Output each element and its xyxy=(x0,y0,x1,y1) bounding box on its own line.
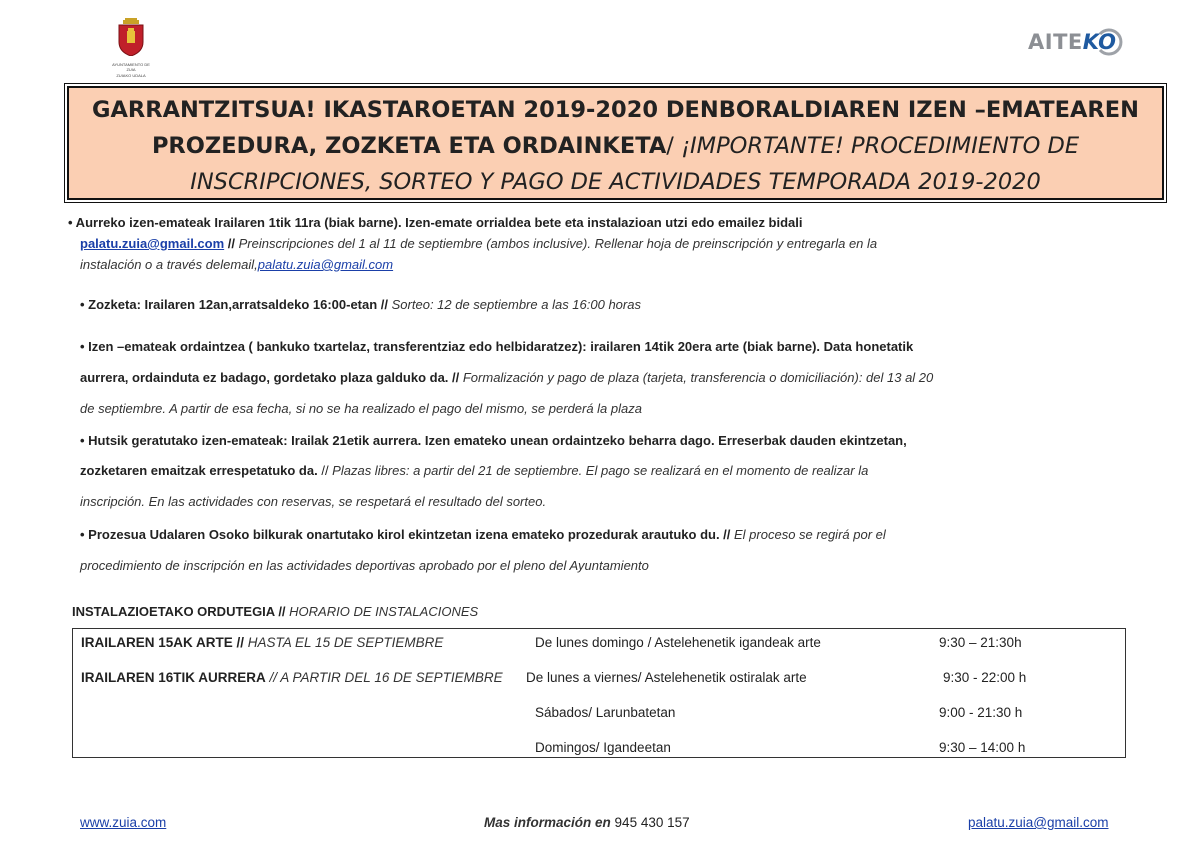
row1-days: De lunes domingo / Astelehenetik igandeak arte xyxy=(535,635,821,650)
schedule-title-separator: // xyxy=(274,604,290,619)
town-coat-of-arms-logo xyxy=(108,18,154,78)
title-es-line-2: ¡IMPORTANTE! PROCEDIMIENTO DE xyxy=(673,133,1080,159)
item5-line2-es: procedimiento de inscripción en las actividades deportivas aprobado por el pleno del Ayuntamiento xyxy=(80,558,649,573)
title-eu-line-2: PROZEDURA, ZOZKETA ETA ORDAINKETA xyxy=(151,133,667,159)
row3-hours: 9:00 - 21:30 h xyxy=(939,705,1023,720)
row2-period-eu: IRAILAREN 16TIK AURRERA xyxy=(81,670,266,685)
item2-es: Sorteo: 12 de septiembre a las 16:00 horas xyxy=(391,297,641,312)
item1-separator: // xyxy=(224,236,239,251)
row2-hours: 9:30 - 22:00 h xyxy=(943,670,1027,685)
row1-period-es: HASTA EL 15 DE SEPTIEMBRE xyxy=(247,635,444,650)
item3-line3-es: de septiembre. A partir de esa fecha, si no se ha realizado el pago del mismo, se perderá la plaza xyxy=(80,401,642,416)
item3-line2-eu: aurrera, ordainduta ez badago, gordetako plaza galduko da. xyxy=(80,370,449,385)
logo-suffix: KO xyxy=(1082,30,1117,54)
logo-swoosh-icon xyxy=(1094,26,1124,58)
title-banner xyxy=(67,86,1164,200)
table-row-1-period xyxy=(81,635,443,650)
title-separator: / xyxy=(666,133,674,159)
phone-number: 945 430 157 xyxy=(614,815,690,830)
row1-hours: 9:30 – 21:30h xyxy=(939,635,1022,650)
item2-eu: • Zozketa: Irailaren 12an,arratsaldeko 16:00-etan xyxy=(80,297,378,312)
item5-line1-es: El proceso se regirá por el xyxy=(734,527,886,542)
info-label: Mas información en xyxy=(484,815,611,830)
schedule-title xyxy=(72,604,478,619)
item5-line1-eu: • Prozesua Udalaren Osoko bilkurak onartutako kirol ekintzetan izena emateko prozedurak arautuko du. xyxy=(80,527,720,542)
email-link-2[interactable]: palatu.zuia@gmail.com xyxy=(257,257,394,272)
logo-caption-line-1: AYUNTAMIENTO DE ZUIA xyxy=(112,62,150,72)
aiteko-logo xyxy=(1028,26,1124,58)
schedule-title-es: HORARIO DE INSTALACIONES xyxy=(289,604,479,619)
logo-caption-line-2: ZUIAKO UDALA xyxy=(116,73,146,78)
website-link[interactable]: www.zuia.com xyxy=(80,815,167,830)
schedule-table xyxy=(72,628,1126,758)
title-es-line-3: INSCRIPCIONES, SORTEO Y PAGO DE ACTIVIDADES TEMPORADA 2019-2020 xyxy=(190,169,1041,195)
row2-period-es: A PARTIR DEL 16 DE SEPTIEMBRE xyxy=(280,670,503,685)
row1-separator: // xyxy=(232,635,248,650)
footer-email-link[interactable]: palatu.zuia@gmail.com xyxy=(968,815,1109,830)
item1-line2-es: Preinscripciones del 1 al 11 de septiembre (ambos inclusive). Rellenar hoja de preinscripción y entregarla en la xyxy=(238,236,878,251)
schedule-title-eu: INSTALAZIOETAKO ORDUTEGIA xyxy=(72,604,275,619)
row4-hours: 9:30 – 14:00 h xyxy=(939,740,1026,755)
row3-days: Sábados/ Larunbatetan xyxy=(535,705,676,720)
item4-separator: // xyxy=(317,463,333,478)
item3-separator: // xyxy=(448,370,463,385)
row2-days: De lunes a viernes/ Astelehenetik ostiralak arte xyxy=(526,670,807,685)
item3-line1: • Izen –emateak ordaintzea ( bankuko txartelaz, transferentziaz edo helbidaratzez): irailaren 14tik 20era arte (biak barne). Data honetatik xyxy=(80,339,914,354)
item4-line1: • Hutsik geratutako izen-emateak: Irailak 21etik aurrera. Izen emateko unean ordaintzeko beharra dago. Erreserbak dauden ekintzetan, xyxy=(80,433,907,448)
row1-period-eu: IRAILAREN 15AK ARTE xyxy=(81,635,233,650)
item2-separator: // xyxy=(377,297,392,312)
title-eu-line-1: GARRANTZITSUA! IKASTAROETAN 2019-2020 DENBORALDIAREN IZEN –EMATEAREN xyxy=(92,97,1139,123)
item5-separator: // xyxy=(719,527,735,542)
table-row-2-period xyxy=(81,670,503,685)
row2-separator: // xyxy=(265,670,281,685)
row4-days: Domingos/ Igandeetan xyxy=(535,740,671,755)
coat-of-arms-icon xyxy=(116,18,146,56)
item1-line1: • Aurreko izen-emateak Irailaren 1tik 11ra (biak barne). Izen-emate orrialdea bete eta instalazioan utzi edo emailez bidali xyxy=(68,215,803,230)
item4-line2-eu: zozketaren emaitzak errespetatuko da. xyxy=(80,463,318,478)
item1-line3-es: instalación o a través delemail, xyxy=(80,257,258,272)
item4-line3-es: inscripción. En las actividades con reservas, se respetará el resultado del sorteo. xyxy=(80,494,547,509)
item4-line2-es: Plazas libres: a partir del 21 de septiembre. El pago se realizará en el momento de realizar la xyxy=(332,463,869,478)
email-link[interactable]: palatu.zuia@gmail.com xyxy=(80,236,225,251)
logo-prefix: AITE xyxy=(1028,30,1083,54)
item3-line2-es: Formalización y pago de plaza (tarjeta, transferencia o domiciliación): del 13 al 20 xyxy=(462,370,934,385)
more-info xyxy=(484,815,690,830)
